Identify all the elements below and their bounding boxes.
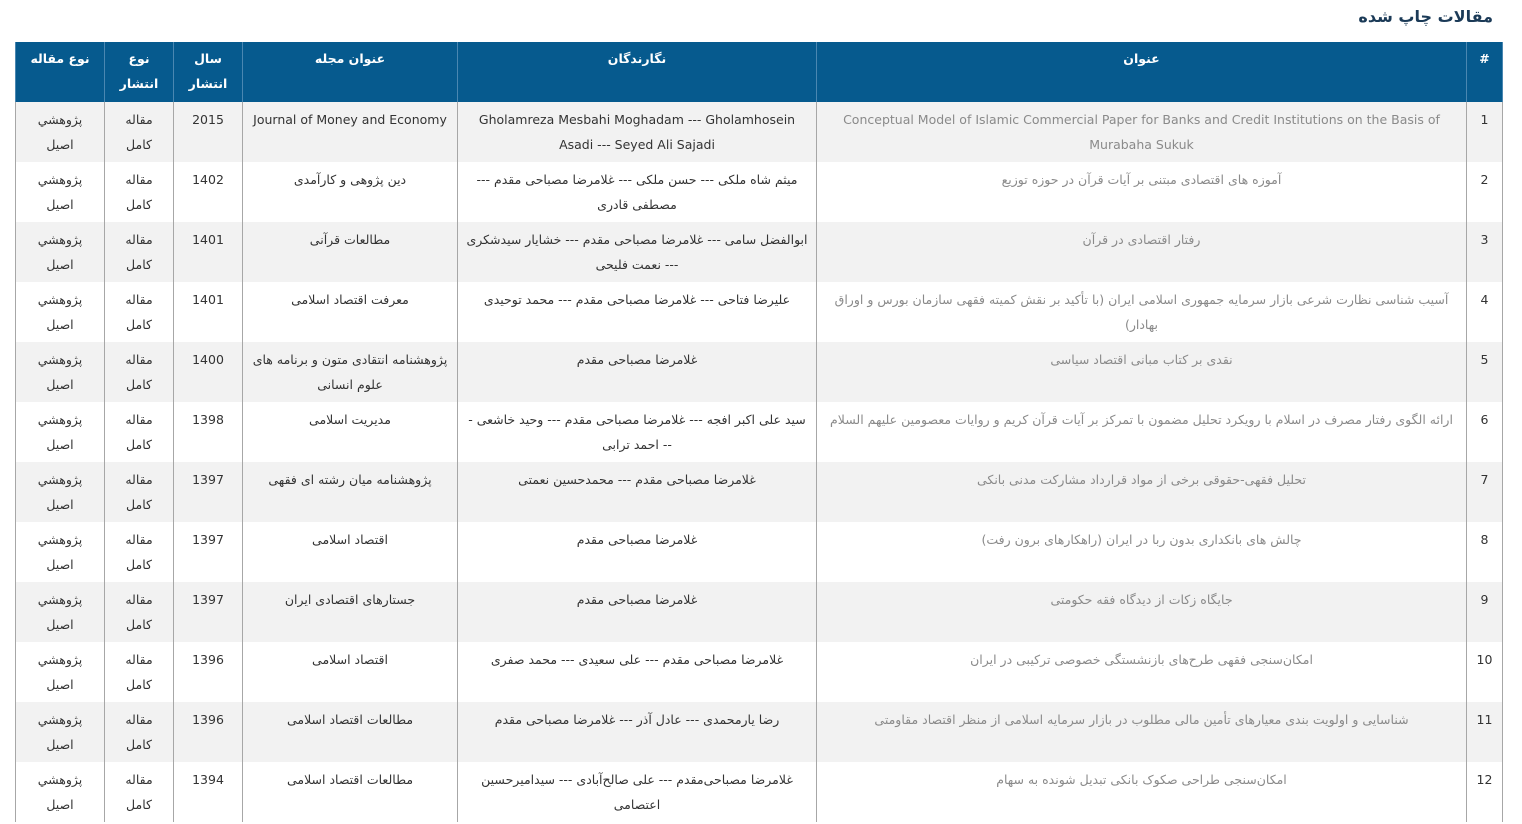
cell-pub-type: مقاله کامل bbox=[105, 642, 174, 702]
cell-article-type: پژوهشي اصيل bbox=[16, 222, 105, 282]
article-title-link[interactable]: آموزه های اقتصادی مبتنی بر آیات قرآن در حوزه توزیع bbox=[1001, 172, 1282, 187]
table-row bbox=[16, 702, 1503, 762]
table-row bbox=[16, 162, 1503, 222]
cell-num: 9 bbox=[1467, 582, 1503, 642]
article-title-link[interactable]: جایگاه زکات از دیدگاه فقه حکومتی bbox=[1050, 592, 1233, 607]
cell-year: 1400 bbox=[174, 342, 243, 402]
table-row bbox=[16, 462, 1503, 522]
article-title-link[interactable]: Conceptual Model of Islamic Commercial Paper for Banks and Credit Institutions on the Basis of Murabaha Sukuk bbox=[843, 112, 1440, 152]
table-row bbox=[16, 282, 1503, 342]
cell-journal: معرفت اقتصاد اسلامی bbox=[243, 282, 458, 342]
cell-num: 10 bbox=[1467, 642, 1503, 702]
cell-article-type: پژوهشي اصيل bbox=[16, 702, 105, 762]
cell-article-type: پژوهشي اصيل bbox=[16, 402, 105, 462]
articles-table bbox=[15, 42, 1503, 822]
cell-journal: اقتصاد اسلامی bbox=[243, 642, 458, 702]
cell-article-type: پژوهشي اصيل bbox=[16, 462, 105, 522]
cell-journal: مطالعات اقتصاد اسلامی bbox=[243, 702, 458, 762]
cell-title bbox=[817, 462, 1467, 522]
article-title-link[interactable]: تحلیل فقهی-حقوقی برخی از مواد قرارداد مشارکت مدنی بانکی bbox=[977, 472, 1306, 487]
cell-title bbox=[817, 342, 1467, 402]
header-pub-type: نوع انتشار bbox=[105, 42, 174, 102]
cell-num: 4 bbox=[1467, 282, 1503, 342]
cell-article-type: پژوهشي اصيل bbox=[16, 642, 105, 702]
table-row bbox=[16, 582, 1503, 642]
cell-pub-type: مقاله کامل bbox=[105, 582, 174, 642]
header-num: # bbox=[1467, 42, 1503, 102]
cell-article-type: پژوهشي اصيل bbox=[16, 102, 105, 162]
article-title-link[interactable]: چالش های بانکداری بدون ربا در ایران (راهکارهای برون رفت) bbox=[981, 532, 1302, 547]
cell-journal: دین پژوهی و کارآمدی bbox=[243, 162, 458, 222]
cell-num: 6 bbox=[1467, 402, 1503, 462]
cell-num: 11 bbox=[1467, 702, 1503, 762]
cell-title bbox=[817, 582, 1467, 642]
cell-authors: سید علی اکبر افجه --- غلامرضا مصباحی مقدم --- وحید خاشعی --- احمد ترابی bbox=[458, 402, 817, 462]
cell-journal: پژوهشنامه انتقادی متون و برنامه های علوم انسانی bbox=[243, 342, 458, 402]
cell-title bbox=[817, 702, 1467, 762]
cell-year: 1396 bbox=[174, 702, 243, 762]
article-title-link[interactable]: امکان‌سنجی فقهی طرح‌های بازنشستگی خصوصی ترکیبی در ایران bbox=[970, 652, 1313, 667]
cell-num: 2 bbox=[1467, 162, 1503, 222]
cell-pub-type: مقاله کامل bbox=[105, 162, 174, 222]
cell-pub-type: مقاله کامل bbox=[105, 402, 174, 462]
cell-article-type: پژوهشي اصيل bbox=[16, 282, 105, 342]
cell-authors: ابوالفضل سامی --- غلامرضا مصباحی مقدم --- خشایار سیدشکری --- نعمت فلیحی bbox=[458, 222, 817, 282]
cell-pub-type: مقاله کامل bbox=[105, 462, 174, 522]
table-row bbox=[16, 522, 1503, 582]
cell-year: 1396 bbox=[174, 642, 243, 702]
cell-authors: غلامرضا مصباحی مقدم --- علی سعیدی --- محمد صفری bbox=[458, 642, 817, 702]
cell-authors: Gholamreza Mesbahi Moghadam --- Gholamhosein Asadi --- Seyed Ali Sajadi bbox=[458, 102, 817, 162]
article-title-link[interactable]: شناسایی و اولویت بندی معیارهای تأمین مالی مطلوب در بازار سرمایه اسلامی از منظر اقتصاد مقاومتی bbox=[874, 712, 1409, 727]
cell-article-type: پژوهشي اصيل bbox=[16, 522, 105, 582]
cell-pub-type: مقاله کامل bbox=[105, 702, 174, 762]
cell-num: 12 bbox=[1467, 762, 1503, 822]
article-title-link[interactable]: امکان‌سنجی طراحی صکوک بانکی تبدیل شونده به سهام bbox=[996, 772, 1287, 787]
cell-year: 1397 bbox=[174, 582, 243, 642]
cell-year: 1402 bbox=[174, 162, 243, 222]
article-title-link[interactable]: رفتار اقتصادی در قرآن bbox=[1082, 232, 1201, 247]
cell-pub-type: مقاله کامل bbox=[105, 222, 174, 282]
cell-authors: غلامرضا مصباحی‌مقدم --- علی صالح‌آبادی --- سیدامیرحسین اعتصامی bbox=[458, 762, 817, 822]
cell-article-type: پژوهشي اصيل bbox=[16, 762, 105, 822]
section-title: مقالات چاپ شده bbox=[1358, 7, 1493, 26]
table-row bbox=[16, 402, 1503, 462]
cell-pub-type: مقاله کامل bbox=[105, 102, 174, 162]
cell-article-type: پژوهشي اصيل bbox=[16, 582, 105, 642]
cell-num: 8 bbox=[1467, 522, 1503, 582]
table-row bbox=[16, 342, 1503, 402]
cell-year: 1397 bbox=[174, 462, 243, 522]
cell-year: 1401 bbox=[174, 282, 243, 342]
cell-num: 5 bbox=[1467, 342, 1503, 402]
cell-journal: پژوهشنامه میان رشته ای فقهی bbox=[243, 462, 458, 522]
cell-pub-type: مقاله کامل bbox=[105, 762, 174, 822]
article-title-link[interactable]: نقدی بر کتاب مبانی اقتصاد سیاسی bbox=[1050, 352, 1233, 367]
cell-pub-type: مقاله کامل bbox=[105, 522, 174, 582]
cell-year: 1401 bbox=[174, 222, 243, 282]
cell-title bbox=[817, 522, 1467, 582]
cell-authors: غلامرضا مصباحی مقدم bbox=[458, 522, 817, 582]
header-journal: عنوان مجله bbox=[243, 42, 458, 102]
cell-num: 3 bbox=[1467, 222, 1503, 282]
cell-pub-type: مقاله کامل bbox=[105, 282, 174, 342]
cell-authors: علیرضا فتاحی --- غلامرضا مصباحی مقدم --- محمد توحیدی bbox=[458, 282, 817, 342]
cell-title bbox=[817, 162, 1467, 222]
cell-journal: جستارهای اقتصادی ایران bbox=[243, 582, 458, 642]
cell-year: 1394 bbox=[174, 762, 243, 822]
article-title-link[interactable]: آسیب شناسی نظارت شرعی بازار سرمایه جمهوری اسلامی ایران (با تأکید بر نقش کمیته فقهی سازمان بورس و اوراق بهادار) bbox=[834, 292, 1449, 332]
table-header-row bbox=[16, 42, 1503, 102]
cell-journal: مطالعات اقتصاد اسلامی bbox=[243, 762, 458, 822]
table-row bbox=[16, 762, 1503, 822]
cell-pub-type: مقاله کامل bbox=[105, 342, 174, 402]
cell-article-type: پژوهشي اصيل bbox=[16, 162, 105, 222]
table-row bbox=[16, 222, 1503, 282]
cell-year: 1398 bbox=[174, 402, 243, 462]
cell-title bbox=[817, 402, 1467, 462]
cell-authors: غلامرضا مصباحی مقدم bbox=[458, 342, 817, 402]
cell-title bbox=[817, 762, 1467, 822]
cell-year: 2015 bbox=[174, 102, 243, 162]
cell-article-type: پژوهشي اصيل bbox=[16, 342, 105, 402]
cell-journal: Journal of Money and Economy bbox=[243, 102, 458, 162]
table-row bbox=[16, 642, 1503, 702]
cell-num: 7 bbox=[1467, 462, 1503, 522]
cell-journal: مطالعات قرآنی bbox=[243, 222, 458, 282]
header-title: عنوان bbox=[817, 42, 1467, 102]
cell-title bbox=[817, 102, 1467, 162]
cell-authors: میثم شاه ملکی --- حسن ملکی --- غلامرضا مصباحی مقدم --- مصطفی قادری bbox=[458, 162, 817, 222]
cell-title bbox=[817, 222, 1467, 282]
cell-num: 1 bbox=[1467, 102, 1503, 162]
cell-journal: اقتصاد اسلامی bbox=[243, 522, 458, 582]
cell-authors: غلامرضا مصباحی مقدم bbox=[458, 582, 817, 642]
cell-year: 1397 bbox=[174, 522, 243, 582]
header-authors: نگارندگان bbox=[458, 42, 817, 102]
cell-title bbox=[817, 282, 1467, 342]
cell-authors: رضا یارمحمدی --- عادل آذر --- غلامرضا مصباحی مقدم bbox=[458, 702, 817, 762]
article-title-link[interactable]: ارائه الگوی رفتار مصرف در اسلام با رویکرد تحلیل مضمون با تمرکز بر آیات قرآن کریم و روایات معصومین علیهم السلام bbox=[830, 412, 1453, 427]
cell-title bbox=[817, 642, 1467, 702]
table-body bbox=[16, 102, 1503, 822]
header-year: سال انتشار bbox=[174, 42, 243, 102]
table-row bbox=[16, 102, 1503, 162]
header-article-type: نوع مقاله bbox=[16, 42, 105, 102]
cell-journal: مدیریت اسلامی bbox=[243, 402, 458, 462]
cell-authors: غلامرضا مصباحی مقدم --- محمدحسین نعمتی bbox=[458, 462, 817, 522]
